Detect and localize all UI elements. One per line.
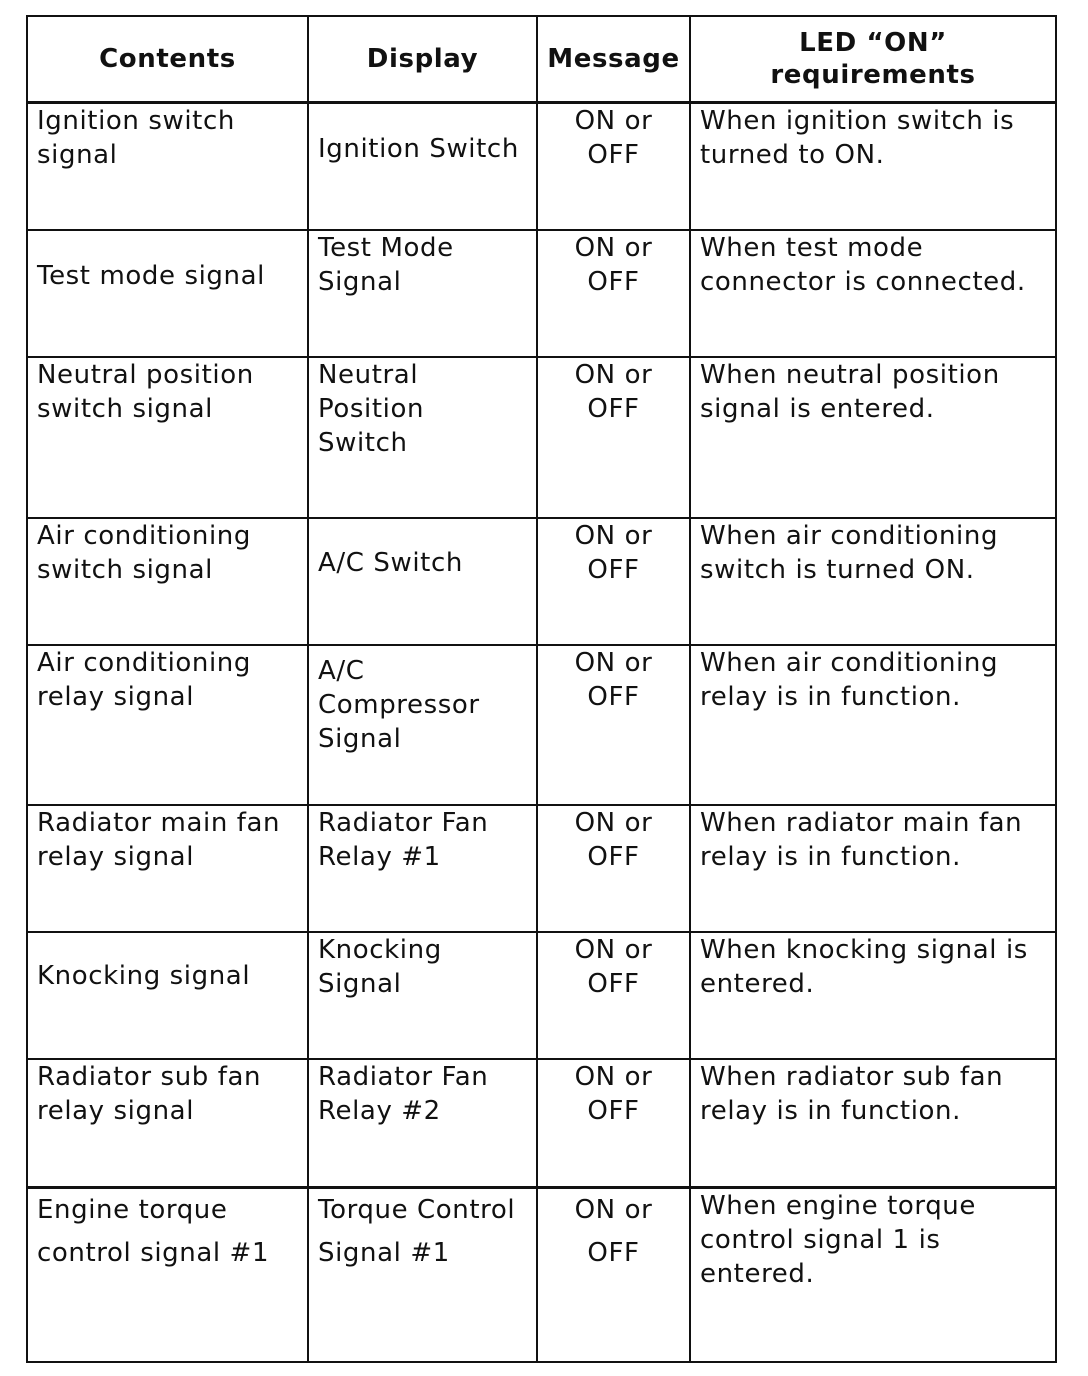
cell-message-text: ON or OFF xyxy=(574,521,653,585)
table-row xyxy=(27,1188,1056,1363)
cell-message-text: ON or OFF xyxy=(574,808,653,872)
cell-contents xyxy=(27,1188,308,1363)
cell-contents xyxy=(27,230,308,357)
cell-contents-text: Air conditioning relay signal xyxy=(37,648,251,712)
cell-display-text: Torque Control Signal #1 xyxy=(318,1195,516,1268)
cell-contents-text: Air conditioning switch signal xyxy=(37,521,251,585)
header-display: Display xyxy=(308,16,537,103)
cell-contents-text: Radiator main fan relay signal xyxy=(37,808,281,872)
table-row xyxy=(27,357,1056,518)
table-row xyxy=(27,932,1056,1059)
cell-contents-text: Engine torque control signal #1 xyxy=(37,1195,270,1268)
cell-contents-text: Test mode signal xyxy=(37,261,265,291)
cell-message-text: ON or OFF xyxy=(574,106,653,170)
cell-led xyxy=(690,805,1056,932)
cell-led xyxy=(690,1059,1056,1188)
table-header-row xyxy=(27,16,1056,103)
cell-message-text: ON or OFF xyxy=(574,648,653,712)
data-table-container xyxy=(26,15,1055,1363)
table-row xyxy=(27,1059,1056,1188)
cell-display-text: Knocking Signal xyxy=(318,935,442,999)
cell-message-text: ON or OFF xyxy=(574,935,653,999)
cell-message xyxy=(537,805,690,932)
cell-led xyxy=(690,1188,1056,1363)
cell-contents xyxy=(27,805,308,932)
cell-display xyxy=(308,518,537,645)
cell-message xyxy=(537,932,690,1059)
cell-display xyxy=(308,645,537,805)
cell-message xyxy=(537,103,690,231)
cell-led-text: When air conditioning switch is turned ON. xyxy=(700,521,999,585)
cell-led-text: When ignition switch is turned to ON. xyxy=(700,106,1015,170)
header-led-requirements: LED “ON” requirements xyxy=(690,16,1056,103)
cell-contents xyxy=(27,932,308,1059)
cell-led-text: When knocking signal is entered. xyxy=(700,935,1028,999)
cell-display xyxy=(308,230,537,357)
cell-message-text: ON or OFF xyxy=(574,1195,653,1268)
table-row xyxy=(27,230,1056,357)
cell-contents xyxy=(27,1059,308,1188)
cell-contents-text: Knocking signal xyxy=(37,961,251,991)
cell-contents xyxy=(27,645,308,805)
header-contents: Contents xyxy=(27,16,308,103)
cell-message xyxy=(537,1059,690,1188)
signal-table xyxy=(26,15,1057,1363)
cell-message xyxy=(537,357,690,518)
cell-message xyxy=(537,518,690,645)
cell-led-text: When radiator sub fan relay is in function. xyxy=(700,1062,1004,1126)
cell-display xyxy=(308,1188,537,1363)
table-row xyxy=(27,645,1056,805)
cell-display xyxy=(308,1059,537,1188)
table-row xyxy=(27,805,1056,932)
cell-display-text: Radiator Fan Relay #1 xyxy=(318,808,489,872)
cell-led xyxy=(690,357,1056,518)
cell-contents xyxy=(27,103,308,231)
table-row xyxy=(27,518,1056,645)
cell-contents-text: Ignition switch signal xyxy=(37,106,235,170)
cell-display xyxy=(308,932,537,1059)
cell-led xyxy=(690,518,1056,645)
cell-led-text: When air conditioning relay is in function. xyxy=(700,648,999,712)
cell-display-text: A/C Compressor Signal xyxy=(318,656,480,754)
cell-display-text: Ignition Switch xyxy=(318,134,519,164)
cell-led-text: When radiator main fan relay is in function. xyxy=(700,808,1023,872)
cell-display xyxy=(308,357,537,518)
cell-led xyxy=(690,932,1056,1059)
cell-led xyxy=(690,103,1056,231)
cell-led xyxy=(690,645,1056,805)
cell-message xyxy=(537,230,690,357)
cell-led-text: When neutral position signal is entered. xyxy=(700,360,1000,424)
cell-display xyxy=(308,103,537,231)
cell-led xyxy=(690,230,1056,357)
cell-display-text: Test Mode Signal xyxy=(318,233,454,297)
cell-led-text: When test mode connector is connected. xyxy=(700,233,1026,297)
header-message: Message xyxy=(537,16,690,103)
cell-message xyxy=(537,645,690,805)
cell-display-text: A/C Switch xyxy=(318,548,463,578)
cell-message-text: ON or OFF xyxy=(574,360,653,424)
cell-contents xyxy=(27,357,308,518)
table-row xyxy=(27,103,1056,231)
cell-contents-text: Radiator sub fan relay signal xyxy=(37,1062,262,1126)
cell-contents xyxy=(27,518,308,645)
cell-message-text: ON or OFF xyxy=(574,1062,653,1126)
cell-display-text: Radiator Fan Relay #2 xyxy=(318,1062,489,1126)
cell-led-text: When engine torque control signal 1 is entered. xyxy=(700,1191,976,1289)
cell-message xyxy=(537,1188,690,1363)
cell-display xyxy=(308,805,537,932)
cell-message-text: ON or OFF xyxy=(574,233,653,297)
cell-display-text: Neutral Position Switch xyxy=(318,360,425,458)
cell-contents-text: Neutral position switch signal xyxy=(37,360,254,424)
